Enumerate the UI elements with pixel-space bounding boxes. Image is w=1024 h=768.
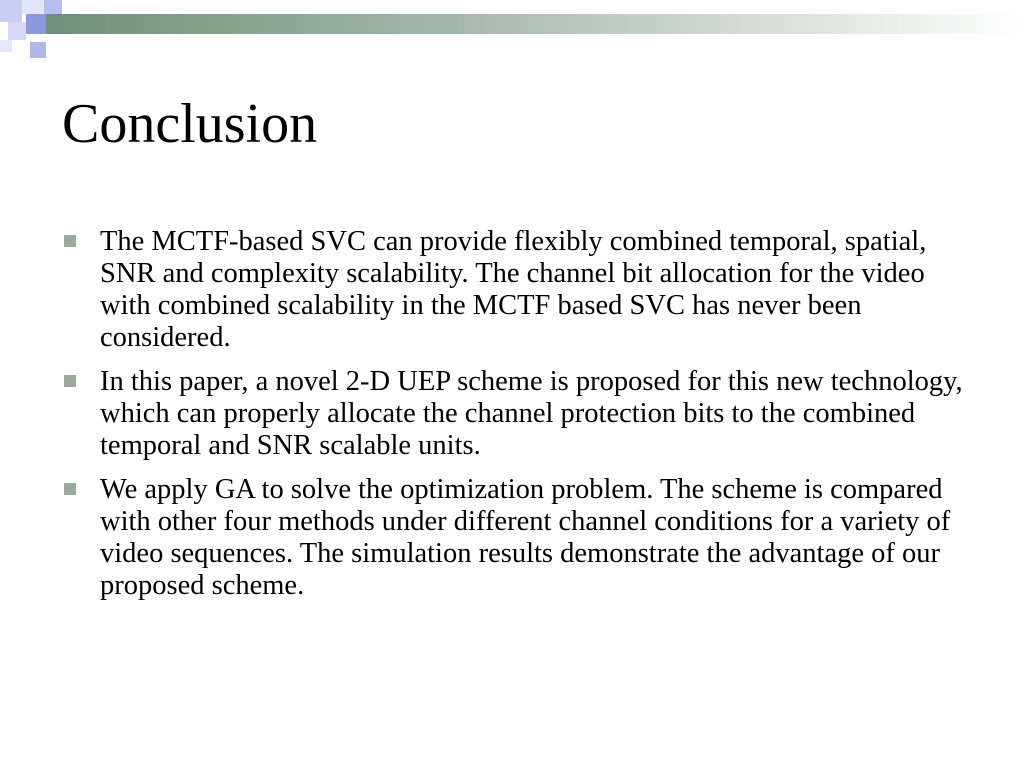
square-bullet-icon: [64, 235, 76, 247]
square-bullet-icon: [64, 483, 76, 495]
decor-square: [22, 0, 44, 14]
square-bullet-icon: [64, 375, 76, 387]
decorative-banner: [0, 0, 1024, 62]
bullet-text: The MCTF-based SVC can provide flexibly combined temporal, spatial, SNR and complexity scalability. The channel bit allocation for the video with combined scalability in the MCTF based SVC has never been considered.: [100, 226, 927, 353]
decor-square: [44, 0, 62, 14]
bullet-item: [62, 366, 972, 462]
bullet-list: [62, 226, 972, 614]
decor-square: [30, 42, 46, 58]
decor-square: [0, 0, 22, 22]
bullet-item: [62, 226, 972, 354]
bullet-text: In this paper, a novel 2-D UEP scheme is proposed for this new technology, which can properly allocate the channel protection bits to the combined temporal and SNR scalable units.: [100, 366, 963, 461]
gradient-bar: [44, 14, 1024, 34]
decor-square: [26, 14, 46, 34]
decor-square: [0, 40, 12, 52]
decor-square: [8, 22, 26, 40]
slide-title: Conclusion: [62, 93, 318, 155]
bullet-item: [62, 474, 972, 602]
bullet-text: We apply GA to solve the optimization problem. The scheme is compared with other four methods under different channel conditions for a variety of video sequences. The simulation results demonstrate the advantage of our proposed scheme.: [100, 474, 951, 601]
